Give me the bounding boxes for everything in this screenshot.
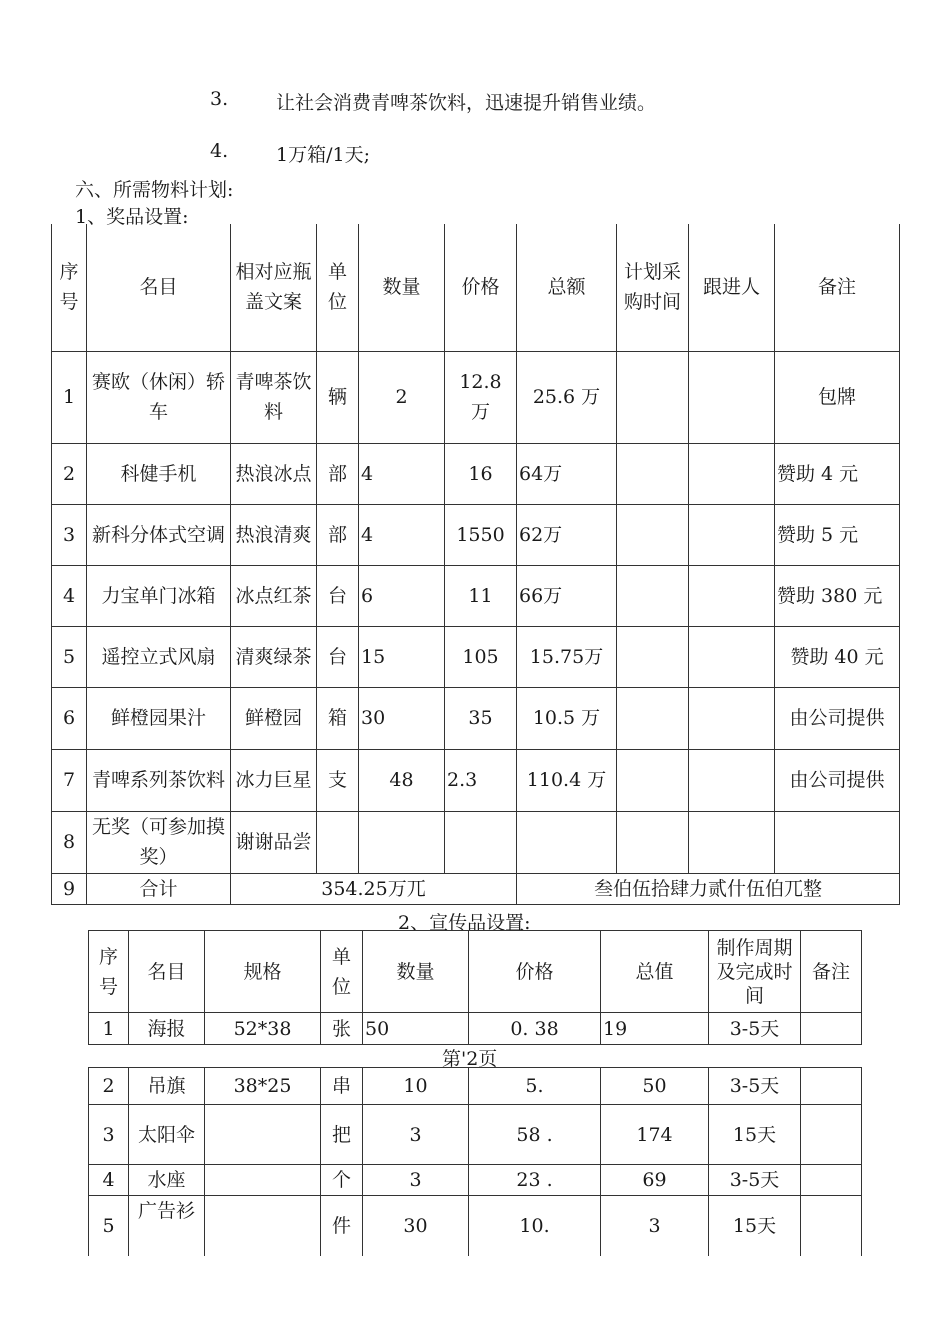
row-number: 9 (52, 873, 87, 904)
note: 赞助 380 元 (775, 565, 900, 626)
unit: 部 (317, 443, 359, 504)
note (801, 1013, 862, 1045)
table-row (52, 687, 900, 749)
table-row (89, 1165, 862, 1196)
list-item-3-number: 3. (210, 88, 229, 110)
cap-text: 冰点红茶 (231, 565, 317, 626)
note (801, 1068, 862, 1105)
subsection-2-heading: 2、宣传品设置: (398, 912, 531, 934)
purchase-time (617, 811, 689, 873)
quantity: 50 (363, 1013, 469, 1045)
cap-text: 谢谢品尝 (231, 811, 317, 873)
purchase-time (617, 687, 689, 749)
unit: 台 (317, 626, 359, 687)
prize-table-header-row (52, 224, 900, 351)
purchase-time (617, 504, 689, 565)
header-cell: 名目 (129, 931, 205, 1013)
price: 105 (445, 626, 517, 687)
header-cell: 制作周期及完成时间 (709, 931, 801, 1013)
purchase-time (617, 626, 689, 687)
header-cell: 数量 (363, 931, 469, 1013)
quantity: 3 (363, 1105, 469, 1165)
note: 赞助 4 元 (775, 443, 900, 504)
unit: 支 (317, 749, 359, 811)
row-number: 6 (52, 687, 87, 749)
unit: 辆 (317, 351, 359, 443)
quantity (359, 811, 445, 873)
purchase-time (617, 351, 689, 443)
price: 10. (469, 1196, 601, 1256)
period: 3-5天 (709, 1165, 801, 1196)
item-name: 鲜橙园果汁 (87, 687, 231, 749)
spec (205, 1165, 321, 1196)
spec: 38*25 (205, 1068, 321, 1105)
header-cell: 规格 (205, 931, 321, 1013)
follow-up-person (689, 811, 775, 873)
follow-up-person (689, 565, 775, 626)
price: 11 (445, 565, 517, 626)
list-item-3-text: 让社会消费青啤茶饮料，迅速提升销售业绩。 (276, 92, 657, 114)
note: 包牌 (775, 351, 900, 443)
header-cell: 总额 (517, 224, 617, 351)
table-sum-row (52, 873, 900, 904)
follow-up-person (689, 351, 775, 443)
table-row (52, 626, 900, 687)
note: 赞助 5 元 (775, 504, 900, 565)
price: 12.8 万 (445, 351, 517, 443)
total (517, 811, 617, 873)
list-item-4-text: 1万箱/1天; (276, 144, 370, 166)
header-cell: 序号 (52, 224, 87, 351)
table-row (52, 351, 900, 443)
total: 64万 (517, 443, 617, 504)
unit: 个 (321, 1165, 363, 1196)
follow-up-person (689, 504, 775, 565)
item-name: 科健手机 (87, 443, 231, 504)
row-number: 3 (52, 504, 87, 565)
price: 23 . (469, 1165, 601, 1196)
cap-text: 清爽绿茶 (231, 626, 317, 687)
header-cell: 名目 (87, 224, 231, 351)
cap-text: 冰力巨星 (231, 749, 317, 811)
promo-table (88, 930, 862, 1045)
follow-up-person (689, 626, 775, 687)
total: 25.6 万 (517, 351, 617, 443)
note: 由公司提供 (775, 687, 900, 749)
item-name: 海报 (129, 1013, 205, 1045)
quantity: 48 (359, 749, 445, 811)
row-number: 5 (52, 626, 87, 687)
header-cell: 计划采购时间 (617, 224, 689, 351)
table-row (52, 443, 900, 504)
header-cell: 单位 (317, 224, 359, 351)
quantity: 30 (363, 1196, 469, 1256)
subsection-1-heading: 1、奖品设置: (75, 206, 189, 228)
total: 66万 (517, 565, 617, 626)
note (801, 1105, 862, 1165)
header-cell: 总值 (601, 931, 709, 1013)
quantity: 15 (359, 626, 445, 687)
table-row (52, 565, 900, 626)
unit: 箱 (317, 687, 359, 749)
period: 15天 (709, 1105, 801, 1165)
header-cell: 价格 (469, 931, 601, 1013)
period: 3-5天 (709, 1068, 801, 1105)
header-cell: 数量 (359, 224, 445, 351)
table-row (89, 1105, 862, 1165)
row-number: 4 (52, 565, 87, 626)
header-cell: 跟进人 (689, 224, 775, 351)
header-cell: 序号 (89, 931, 129, 1013)
spec: 52*38 (205, 1013, 321, 1045)
item-name: 赛欧（休闲）轿车 (87, 351, 231, 443)
table-row (52, 749, 900, 811)
item-name: 遥控立式风扇 (87, 626, 231, 687)
table-row (89, 1068, 862, 1105)
total: 15.75万 (517, 626, 617, 687)
list-item-4-number: 4. (210, 140, 229, 162)
unit: 张 (321, 1013, 363, 1045)
sum-label: 合计 (87, 873, 231, 904)
quantity: 3 (363, 1165, 469, 1196)
follow-up-person (689, 687, 775, 749)
price: 5. (469, 1068, 601, 1105)
spec (205, 1105, 321, 1165)
item-name: 无奖（可参加摸奖） (87, 811, 231, 873)
header-cell: 单位 (321, 931, 363, 1013)
item-name: 新科分体式空调 (87, 504, 231, 565)
cap-text: 热浪冰点 (231, 443, 317, 504)
sum-amount: 354.25万兀 (231, 873, 517, 904)
item-name: 广告衫 (129, 1196, 205, 1256)
price: 35 (445, 687, 517, 749)
row-number: 5 (89, 1196, 129, 1256)
header-cell: 相对应瓶盖文案 (231, 224, 317, 351)
note: 赞助 40 元 (775, 626, 900, 687)
section-6-heading: 六、所需物料计划: (75, 179, 234, 201)
row-number: 7 (52, 749, 87, 811)
note (801, 1165, 862, 1196)
total: 50 (601, 1068, 709, 1105)
cap-text: 鲜橙园 (231, 687, 317, 749)
note (801, 1196, 862, 1256)
total: 62万 (517, 504, 617, 565)
note (775, 811, 900, 873)
item-name: 吊旗 (129, 1068, 205, 1105)
unit: 把 (321, 1105, 363, 1165)
row-number: 2 (89, 1068, 129, 1105)
total: 69 (601, 1165, 709, 1196)
total: 110.4 万 (517, 749, 617, 811)
spec (205, 1196, 321, 1256)
header-cell: 价格 (445, 224, 517, 351)
price: 0. 38 (469, 1013, 601, 1045)
total: 3 (601, 1196, 709, 1256)
purchase-time (617, 443, 689, 504)
purchase-time (617, 565, 689, 626)
price: 16 (445, 443, 517, 504)
page-number: 第'2页 (442, 1048, 498, 1070)
price: 58 . (469, 1105, 601, 1165)
header-cell: 备注 (801, 931, 862, 1013)
prize-table (51, 224, 900, 905)
total: 174 (601, 1105, 709, 1165)
table-row (89, 1013, 862, 1045)
row-number: 1 (89, 1013, 129, 1045)
table-row (89, 1196, 862, 1256)
promo-table-continued (88, 1067, 862, 1256)
quantity: 10 (363, 1068, 469, 1105)
total: 19 (601, 1013, 709, 1045)
total: 10.5 万 (517, 687, 617, 749)
row-number: 4 (89, 1165, 129, 1196)
row-number: 8 (52, 811, 87, 873)
unit: 件 (321, 1196, 363, 1256)
row-number: 2 (52, 443, 87, 504)
quantity: 2 (359, 351, 445, 443)
promo-table-header-row (89, 931, 862, 1013)
item-name: 水座 (129, 1165, 205, 1196)
follow-up-person (689, 749, 775, 811)
quantity: 4 (359, 504, 445, 565)
cap-text: 青啤茶饮料 (231, 351, 317, 443)
purchase-time (617, 749, 689, 811)
unit: 部 (317, 504, 359, 565)
sum-amount-words: 叁伯伍拾肆力贰什伍伯兀整 (517, 873, 900, 904)
cap-text: 热浪清爽 (231, 504, 317, 565)
header-cell: 备注 (775, 224, 900, 351)
item-name: 青啤系列茶饮料 (87, 749, 231, 811)
unit: 台 (317, 565, 359, 626)
item-name: 太阳伞 (129, 1105, 205, 1165)
quantity: 30 (359, 687, 445, 749)
table-row (52, 504, 900, 565)
quantity: 6 (359, 565, 445, 626)
row-number: 3 (89, 1105, 129, 1165)
item-name: 力宝单门冰箱 (87, 565, 231, 626)
unit: 串 (321, 1068, 363, 1105)
quantity: 4 (359, 443, 445, 504)
period: 15天 (709, 1196, 801, 1256)
price: 1550 (445, 504, 517, 565)
note: 由公司提供 (775, 749, 900, 811)
period: 3-5天 (709, 1013, 801, 1045)
price (445, 811, 517, 873)
table-row (52, 811, 900, 873)
row-number: 1 (52, 351, 87, 443)
follow-up-person (689, 443, 775, 504)
unit (317, 811, 359, 873)
price: 2.3 (445, 749, 517, 811)
